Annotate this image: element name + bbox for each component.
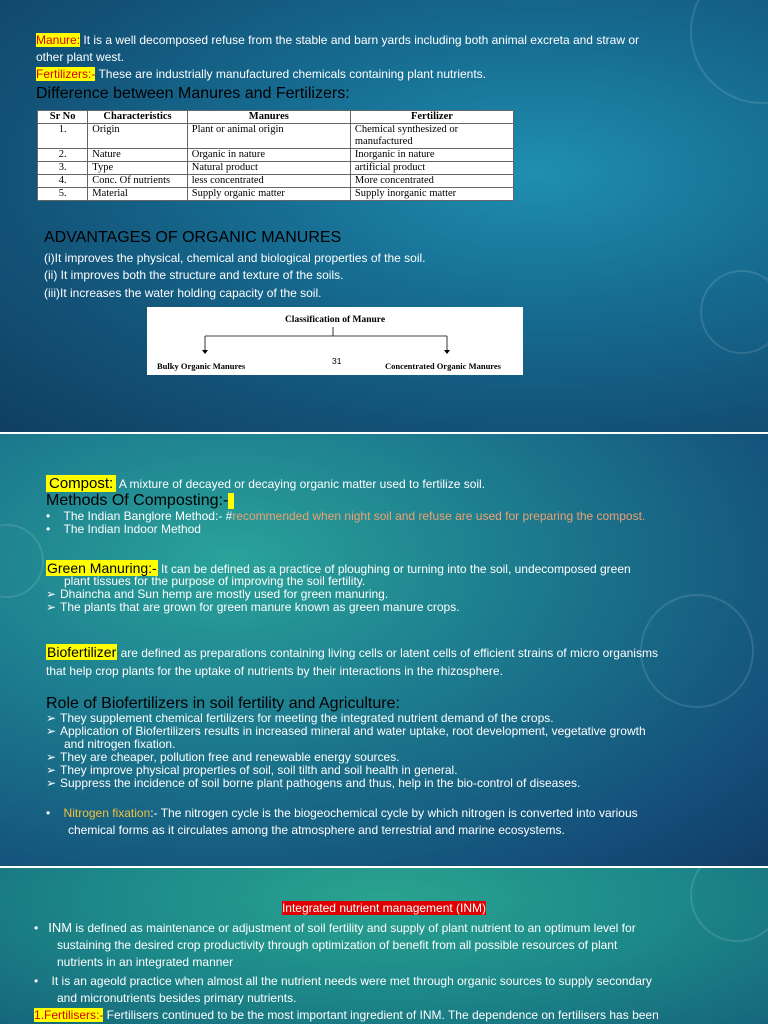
fertilisers-item (34, 1007, 659, 1023)
advantage-item: (i)It improves the physical, chemical and biological properties of the soil. (44, 251, 426, 265)
decorative-circle (690, 0, 768, 104)
compost-definition (46, 475, 485, 492)
biofertilizer-text: are defined as preparations containing living cells or latent cells of efficient strains of micro organisms (117, 646, 658, 660)
table-cell: less concentrated (187, 175, 350, 188)
table-cell: Chemical synthesized or manufactured (350, 124, 513, 149)
inm-text-cont: sustaining the desired crop productivity through optimization of benefit from all possible resources of plant (57, 938, 618, 952)
green-item: ➢ The plants that are grown for green manure known as green manure crops. (46, 600, 460, 614)
col-header: Fertilizer (350, 111, 513, 124)
decorative-circle (700, 270, 768, 354)
table-cell: Supply organic matter (187, 188, 350, 201)
role-item: ➢ They supplement chemical fertilizers for meeting the integrated nutrient demand of the crops. (46, 711, 554, 725)
cursor-mark (228, 493, 234, 509)
advantage-item: (ii) It improves both the structure and texture of the soils. (44, 268, 344, 282)
slide-inm (0, 868, 768, 1024)
role-item-text: Application of Biofertilizers results in increased mineral and water uptake, root development, vegetative growth (60, 724, 646, 738)
table-cell: More concentrated (350, 175, 513, 188)
nitrogen-text: :- The nitrogen cycle is the biogeochemical cycle by which nitrogen is converted into various (150, 806, 638, 820)
fertilisers-label: 1.Fertilisers:- (34, 1008, 104, 1022)
methods-heading (46, 492, 234, 510)
col-header: Characteristics (88, 111, 188, 124)
comparison-heading: Difference between Manures and Fertilizers: (36, 85, 350, 102)
method-text: The Indian Banglore Method:- # (63, 509, 233, 523)
manure-label: Manure: (36, 33, 81, 47)
table-cell: Origin (88, 124, 188, 149)
table-cell: Supply inorganic matter (350, 188, 513, 201)
inm-label: INM (48, 920, 73, 935)
green-manuring-text: It can be defined as a practice of ploughing or turning into the soil, undecomposed green (157, 562, 631, 576)
inm-text-cont: nutrients in an integrated manner (57, 955, 234, 969)
biofertilizer-definition (46, 644, 658, 660)
table-cell: 5. (38, 188, 88, 201)
inm-definition: • INM is defined as maintenance or adjustment of soil fertility and supply of plant nutrient to an optimum level for (34, 920, 636, 935)
decorative-circle (0, 524, 44, 598)
role-item: ➢ Suppress the incidence of soil borne plant pathogens and thus, help in the bio-control of diseases. (46, 776, 581, 790)
table-cell: artificial product (350, 162, 513, 175)
inm-title: Integrated nutrient management (INM) (281, 901, 487, 915)
table-cell: Organic in nature (187, 149, 350, 162)
fertilizer-definition (36, 66, 486, 82)
green-manuring-text-cont: plant tissues for the purpose of improving the soil fertility. (64, 574, 366, 588)
manure-text: It is a well decomposed refuse from the stable and barn yards including both animal excreta and straw or (80, 33, 639, 47)
biofertilizer-text-cont: that help crop plants for the uptake of nutrients by their interactions in the rhizosphere. (46, 664, 503, 678)
table-cell: Natural product (187, 162, 350, 175)
role-item-text: They supplement chemical fertilizers for meeting the integrated nutrient demand of the crops. (60, 711, 554, 725)
diagram-right-node: Concentrated Organic Manures (385, 361, 501, 371)
ageold-text-cont: and micronutrients besides primary nutrients. (57, 991, 297, 1005)
method-text: The Indian Indoor Method (63, 522, 201, 536)
inm-text: is defined as maintenance or adjustment of soil fertility and supply of plant nutrient to an optimum level for (72, 921, 636, 935)
manure-definition (36, 32, 639, 48)
role-item: ➢ Application of Biofertilizers results in increased mineral and water uptake, root development, vegetative growth (46, 724, 646, 738)
green-item-text: The plants that are grown for green manure known as green manure crops. (60, 600, 460, 614)
table-header-row (38, 111, 514, 124)
nitrogen-fixation: • Nitrogen fixation:- The nitrogen cycle is the biogeochemical cycle by which nitrogen is converted into various (46, 806, 638, 820)
table-row (38, 175, 514, 188)
diagram-left-node: Bulky Organic Manures (157, 361, 246, 371)
table-row (38, 188, 514, 201)
role-item-text: Suppress the incidence of soil borne plant pathogens and thus, help in the bio-control of diseases. (60, 776, 581, 790)
green-item-text: Dhaincha and Sun hemp are mostly used for green manuring. (60, 587, 389, 601)
fertilizer-label: Fertilizers:- (36, 67, 96, 81)
comparison-table (37, 110, 514, 201)
role-item-text: They are cheaper, pollution free and renewable energy sources. (60, 750, 400, 764)
table-row (38, 162, 514, 175)
inm-title-wrap (0, 901, 768, 915)
fertilizer-text: These are industrially manufactured chemicals containing plant nutrients. (95, 67, 486, 81)
table-row (38, 124, 514, 149)
table-cell: Type (88, 162, 188, 175)
method-item: • The Indian Indoor Method (46, 522, 201, 536)
ageold-item: • It is an ageold practice when almost all the nutrient needs were met through organic sources to supply secondary (34, 974, 652, 988)
role-item: ➢ They are cheaper, pollution free and renewable energy sources. (46, 750, 400, 764)
col-header: Manures (187, 111, 350, 124)
table-cell: Plant or animal origin (187, 124, 350, 149)
table-cell: 2. (38, 149, 88, 162)
diagram-title: Classification of Manure (284, 315, 386, 325)
slide-compost (0, 434, 768, 866)
advantages-heading: ADVANTAGES OF ORGANIC MANURES (44, 229, 342, 246)
method-item: • The Indian Banglore Method:- #recommended when night soil and refuse are used for preparing the compost. (46, 509, 646, 523)
ageold-text: It is an ageold practice when almost all the nutrient needs were met through organic sources to supply secondary (51, 974, 652, 988)
slide-manures (0, 0, 768, 432)
fertilisers-text: Fertilisers continued to be the most important ingredient of INM. The dependence on fertilisers has been (103, 1008, 659, 1022)
green-manuring-label: Green Manuring:- (47, 560, 157, 576)
classification-diagram (147, 307, 523, 375)
table-cell: 1. (38, 124, 88, 149)
table-cell: 3. (38, 162, 88, 175)
table-cell: 4. (38, 175, 88, 188)
green-item: ➢ Dhaincha and Sun hemp are mostly used for green manuring. (46, 587, 389, 601)
table-cell: Conc. Of nutrients (88, 175, 188, 188)
table-cell: Inorganic in nature (350, 149, 513, 162)
table-cell: Material (88, 188, 188, 201)
methods-heading-text: Methods Of Composting:- (46, 492, 229, 509)
method-note: recommended when night soil and refuse are used for preparing the compost. (232, 509, 646, 523)
role-item-text: They improve physical properties of soil, soil tilth and soil health in general. (60, 763, 458, 777)
manure-definition-cont: other plant west. (36, 50, 125, 64)
biofertilizer-label: Biofertilizer (47, 644, 117, 660)
nitrogen-label: Nitrogen fixation (63, 806, 151, 820)
role-item-cont: and nitrogen fixation. (64, 737, 176, 751)
role-heading: Role of Biofertilizers in soil fertility and Agriculture: (46, 695, 400, 712)
role-item: ➢ They improve physical properties of soil, soil tilth and soil health in general. (46, 763, 458, 777)
col-header: Sr No (38, 111, 88, 124)
table-cell: Nature (88, 149, 188, 162)
compost-label: Compost: (46, 475, 116, 492)
nitrogen-text-cont: chemical forms as it circulates among the atmosphere and terrestrial and marine ecosystems. (68, 823, 565, 837)
page-number: 31 (332, 356, 342, 366)
compost-text: A mixture of decayed or decaying organic matter used to fertilize soil. (116, 477, 486, 491)
table-row (38, 149, 514, 162)
advantage-item: (iii)It increases the water holding capacity of the soil. (44, 286, 322, 300)
